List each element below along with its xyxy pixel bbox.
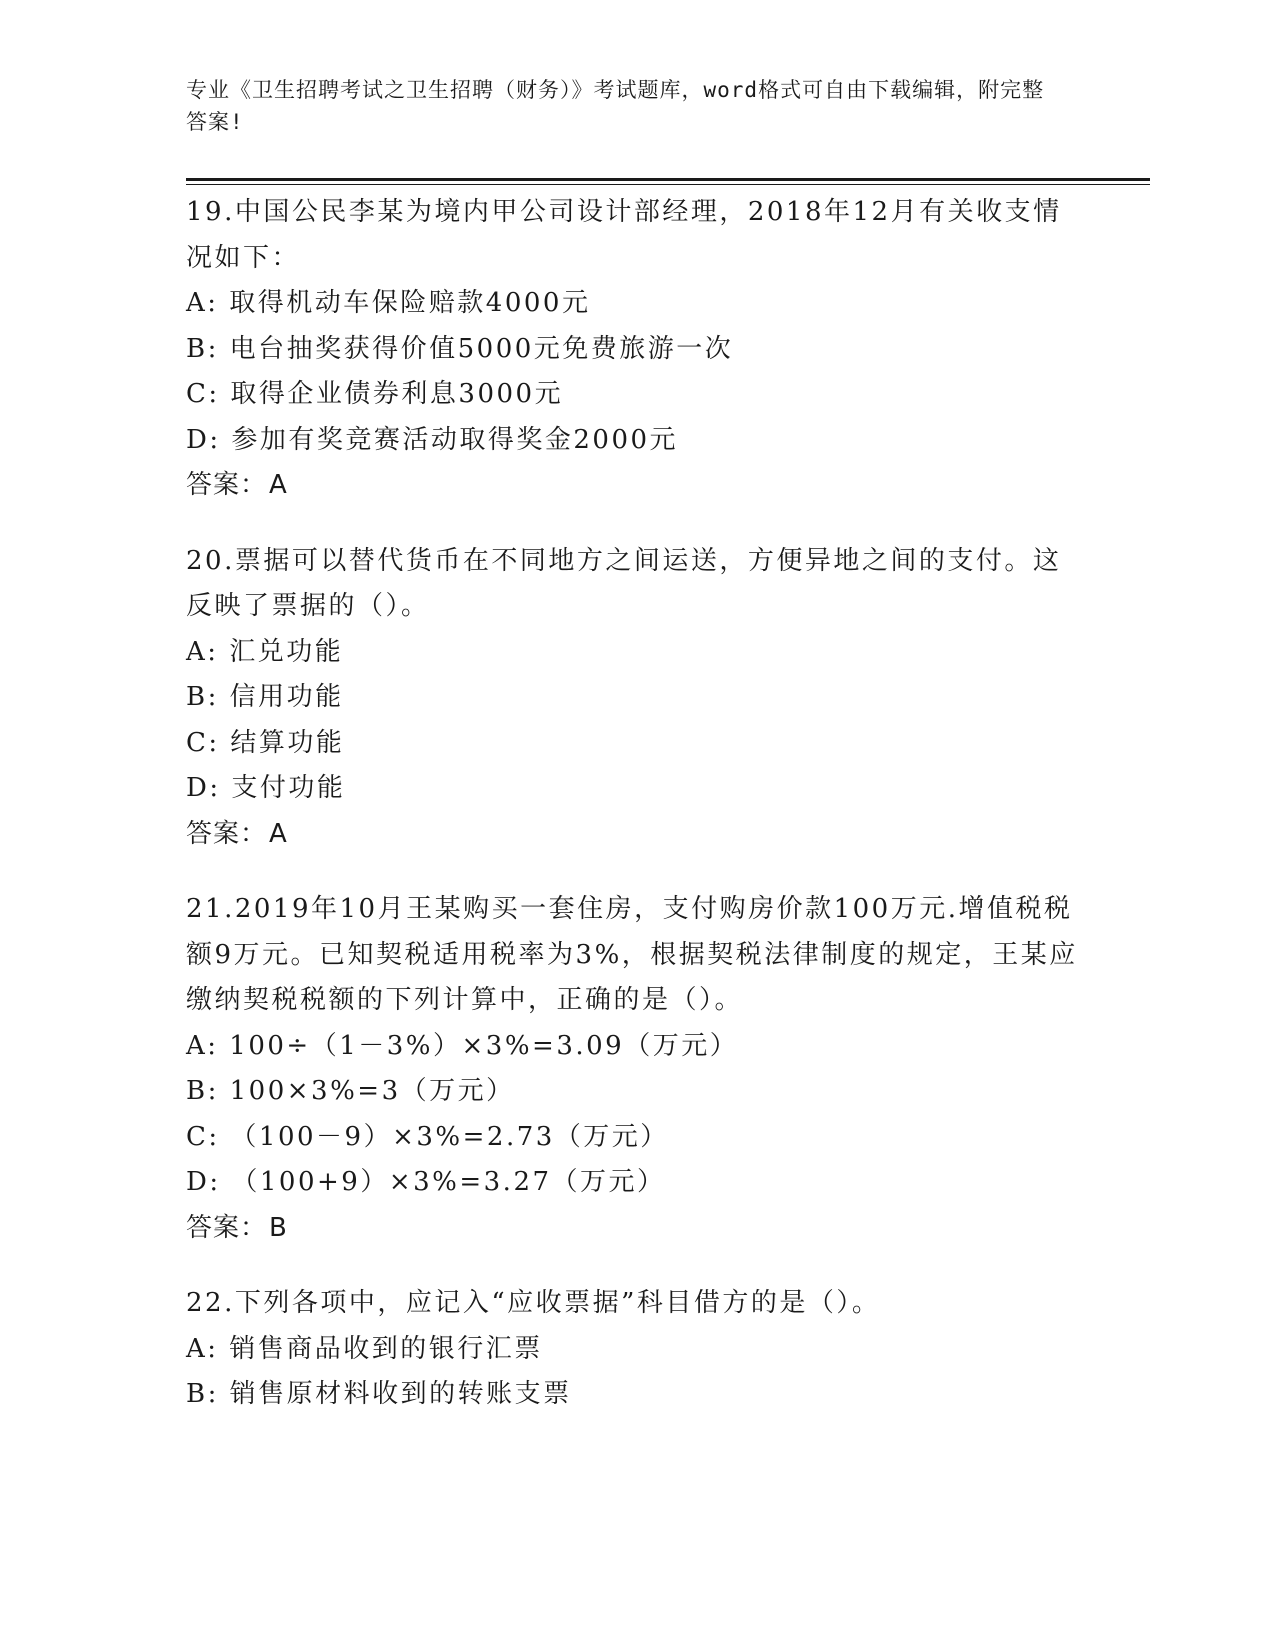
header-divider-thick: [186, 178, 1150, 181]
option-b: B: 电台抽奖获得价值5000元免费旅游一次: [186, 333, 734, 364]
option-a: A: 汇兑功能: [186, 636, 344, 667]
answer-value: A: [269, 470, 288, 500]
option-a: A: 取得机动车保险赔款4000元: [186, 288, 591, 318]
question-20: [186, 539, 1086, 858]
answer-label: 答案：: [186, 470, 268, 500]
header-divider-thin: [186, 184, 1150, 185]
option-c: C: （100－9）×3%=2.73（万元）: [186, 1121, 669, 1152]
question-stem: 19.中国公民李某为境内甲公司设计部经理，2018年12月有关收支情况如下：: [186, 197, 1062, 273]
option-b: B: 100×3%=3（万元）: [186, 1076, 515, 1106]
option-b: B: 销售原材料收到的转账支票: [186, 1379, 572, 1409]
option-d: D: 参加有奖竞赛活动取得奖金2000元: [186, 424, 679, 455]
option-a: A: 销售商品收到的银行汇票: [186, 1333, 543, 1364]
question-list: [186, 190, 1086, 1448]
answer-value: B: [269, 1212, 288, 1243]
question-stem: 22.下列各项中，应记入“应收票据”科目借方的是（）。: [186, 1288, 881, 1318]
question-19: [186, 190, 1086, 509]
option-d: D: （100+9）×3%=3.27（万元）: [186, 1167, 666, 1197]
answer-value: A: [269, 818, 288, 849]
answer-label: 答案：: [186, 818, 268, 849]
option-d: D: 支付功能: [186, 773, 346, 803]
question-stem: 21.2019年10月王某购买一套住房，支付购房价款100万元.增值税税额9万元。已知契税适用税率为3%，根据契税法律制度的规定，王某应缴纳契税税额的下列计算中，正确的是（）。: [186, 894, 1078, 1015]
question-21: [186, 887, 1086, 1251]
option-b: B: 信用功能: [186, 682, 344, 712]
option-c: C: 结算功能: [186, 727, 345, 758]
question-stem: 20.票据可以替代货币在不同地方之间运送，方便异地之间的支付。这反映了票据的（）。: [186, 545, 1062, 621]
answer-line: [186, 463, 1086, 509]
option-a: A: 100÷（1－3%）×3%=3.09（万元）: [186, 1030, 739, 1061]
answer-label: 答案：: [186, 1212, 268, 1243]
option-c: C: 取得企业债券利息3000元: [186, 379, 564, 409]
answer-line: [186, 1206, 1086, 1252]
answer-line: [186, 812, 1086, 858]
document-header: 专业《卫生招聘考试之卫生招聘（财务）》考试题库，word格式可自由下载编辑，附完整答案!: [186, 78, 1045, 134]
question-22: [186, 1281, 1086, 1418]
